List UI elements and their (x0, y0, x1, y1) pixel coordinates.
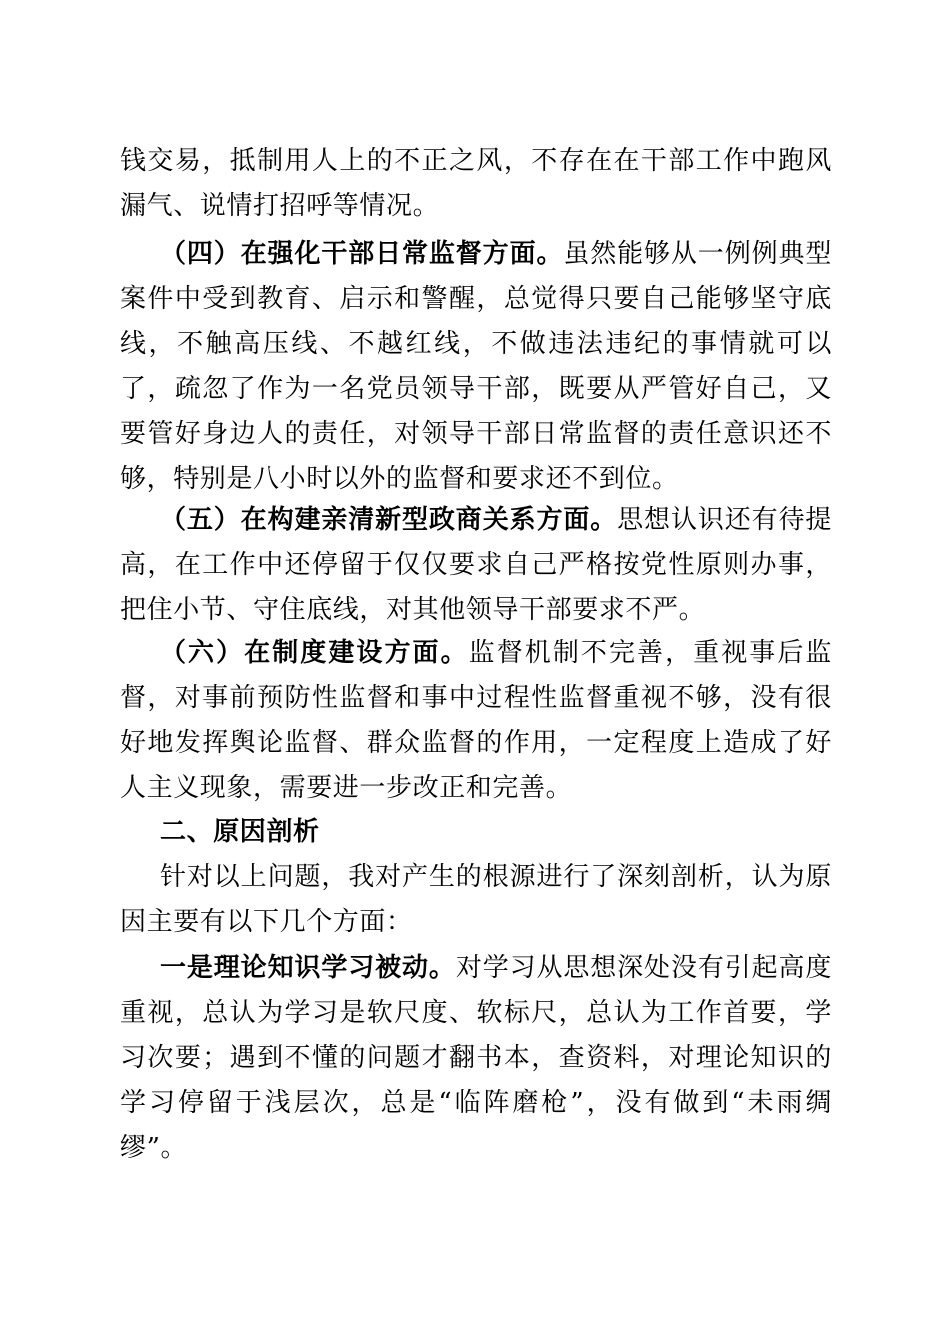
paragraph-item-5 (120, 498, 832, 633)
paragraph-text: 虽然能够从一例例典型案件中受到教育、启示和警醒，总觉得只要自己能够坚守底线，不触高压线、不越红线，不做违法违纪的事情就可以了，疏忽了作为一名党员领导干部，既要从严管好自己，又要管好身边人的责任，对领导干部日常监督的责任意识还不够，特别是八小时以外的监督和要求还不到位。 (120, 239, 832, 494)
paragraph-lead: （六）在制度建设方面。 (160, 638, 469, 668)
paragraph-text: 针对以上问题，我对产生的根源进行了深刻剖析，认为原因主要有以下几个方面： (120, 862, 832, 937)
paragraph-lead: （五）在构建亲清新型政商关系方面。 (160, 505, 618, 535)
paragraph-text: 思想认识还有待提高，在工作中还停留于仅仅要求自己严格按党性原则办事，把住小节、守住底线，对其他领导干部要求不严。 (120, 505, 832, 625)
paragraph-text: 钱交易，抵制用人上的不正之风，不存在在干部工作中跑风漏气、说情打招呼等情况。 (120, 146, 832, 221)
paragraph-lead: （四）在强化干部日常监督方面。 (160, 239, 564, 269)
paragraph-text: 对学习从思想深处没有引起高度重视，总认为学习是软尺度、软标尺，总认为工作首要，学习次要；遇到不懂的问题才翻书本，查资料，对理论知识的学习停留于浅层次，总是“临阵磨枪”，没有做到“未雨绸缪”。 (120, 953, 832, 1163)
paragraph-item-4 (120, 232, 832, 502)
paragraph-reason-1 (120, 946, 832, 1171)
section-heading: 二、原因剖析 (160, 817, 320, 847)
paragraph-text: 监督机制不完善，重视事后监督，对事前预防性监督和事中过程性监督重视不够，没有很好地发挥舆论监督、群众监督的作用，一定程度上造成了好人主义现象，需要进一步改正和完善。 (120, 638, 832, 803)
paragraph-item-6 (120, 631, 832, 811)
paragraph-lead: 一是理论知识学习被动。 (160, 953, 456, 983)
paragraph-intro (120, 855, 832, 945)
paragraph-continuation (120, 139, 832, 229)
